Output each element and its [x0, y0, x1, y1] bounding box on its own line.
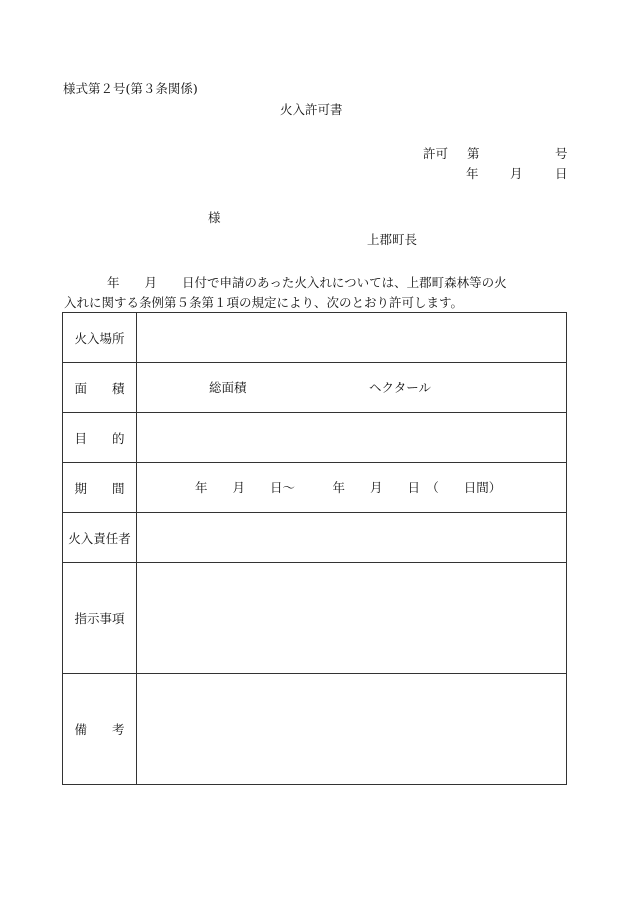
responsible-person-field: [137, 513, 567, 563]
period-text: 年 月 日～ 年 月 日 （ 日間）: [195, 479, 502, 495]
table-row-instructions: [63, 563, 567, 674]
table-row-purpose: [63, 413, 567, 463]
issuer-name: 上郡町長: [367, 232, 418, 247]
permit-number-suffix: 号: [555, 146, 568, 161]
table-row-remarks: [63, 674, 567, 785]
period-field: [137, 463, 567, 513]
instructions-field: [137, 563, 567, 674]
body-text-line-2: 入れに関する条例第５条第１項の規定により、次のとおり許可します。: [64, 295, 464, 310]
purpose-field: [137, 413, 567, 463]
addressee-honorific: 様: [208, 210, 221, 225]
table-row-responsible-person: [63, 513, 567, 563]
row-label-responsible-person: 火入責任者: [63, 513, 137, 563]
permit-details-table: [62, 312, 567, 785]
table-row-location: [63, 313, 567, 363]
date-month-label: 月: [510, 166, 523, 181]
row-label-purpose: 目 的: [63, 413, 137, 463]
row-label-instructions: 指示事項: [63, 563, 137, 674]
table-row-period: [63, 463, 567, 513]
form-number: 様式第２号(第３条関係): [63, 81, 198, 96]
table-row-area: [63, 363, 567, 413]
row-label-remarks: 備 考: [63, 674, 137, 785]
permit-label: 許可: [423, 146, 449, 161]
date-year-label: 年: [466, 166, 479, 181]
date-day-label: 日: [555, 166, 568, 181]
location-field: [137, 313, 567, 363]
permit-number-prefix: 第: [467, 146, 480, 161]
row-label-location: 火入場所: [63, 313, 137, 363]
remarks-field: [137, 674, 567, 785]
row-label-area: 面 積: [63, 363, 137, 413]
row-label-period: 期 間: [63, 463, 137, 513]
area-field: [137, 363, 567, 413]
total-area-label: 総面積: [209, 379, 247, 395]
area-unit-label: ヘクタール: [369, 379, 432, 395]
document-title: 火入許可書: [280, 102, 343, 117]
body-text-line-1: 年 月 日付で申請のあった火入れについては、上郡町森林等の火: [107, 275, 507, 290]
